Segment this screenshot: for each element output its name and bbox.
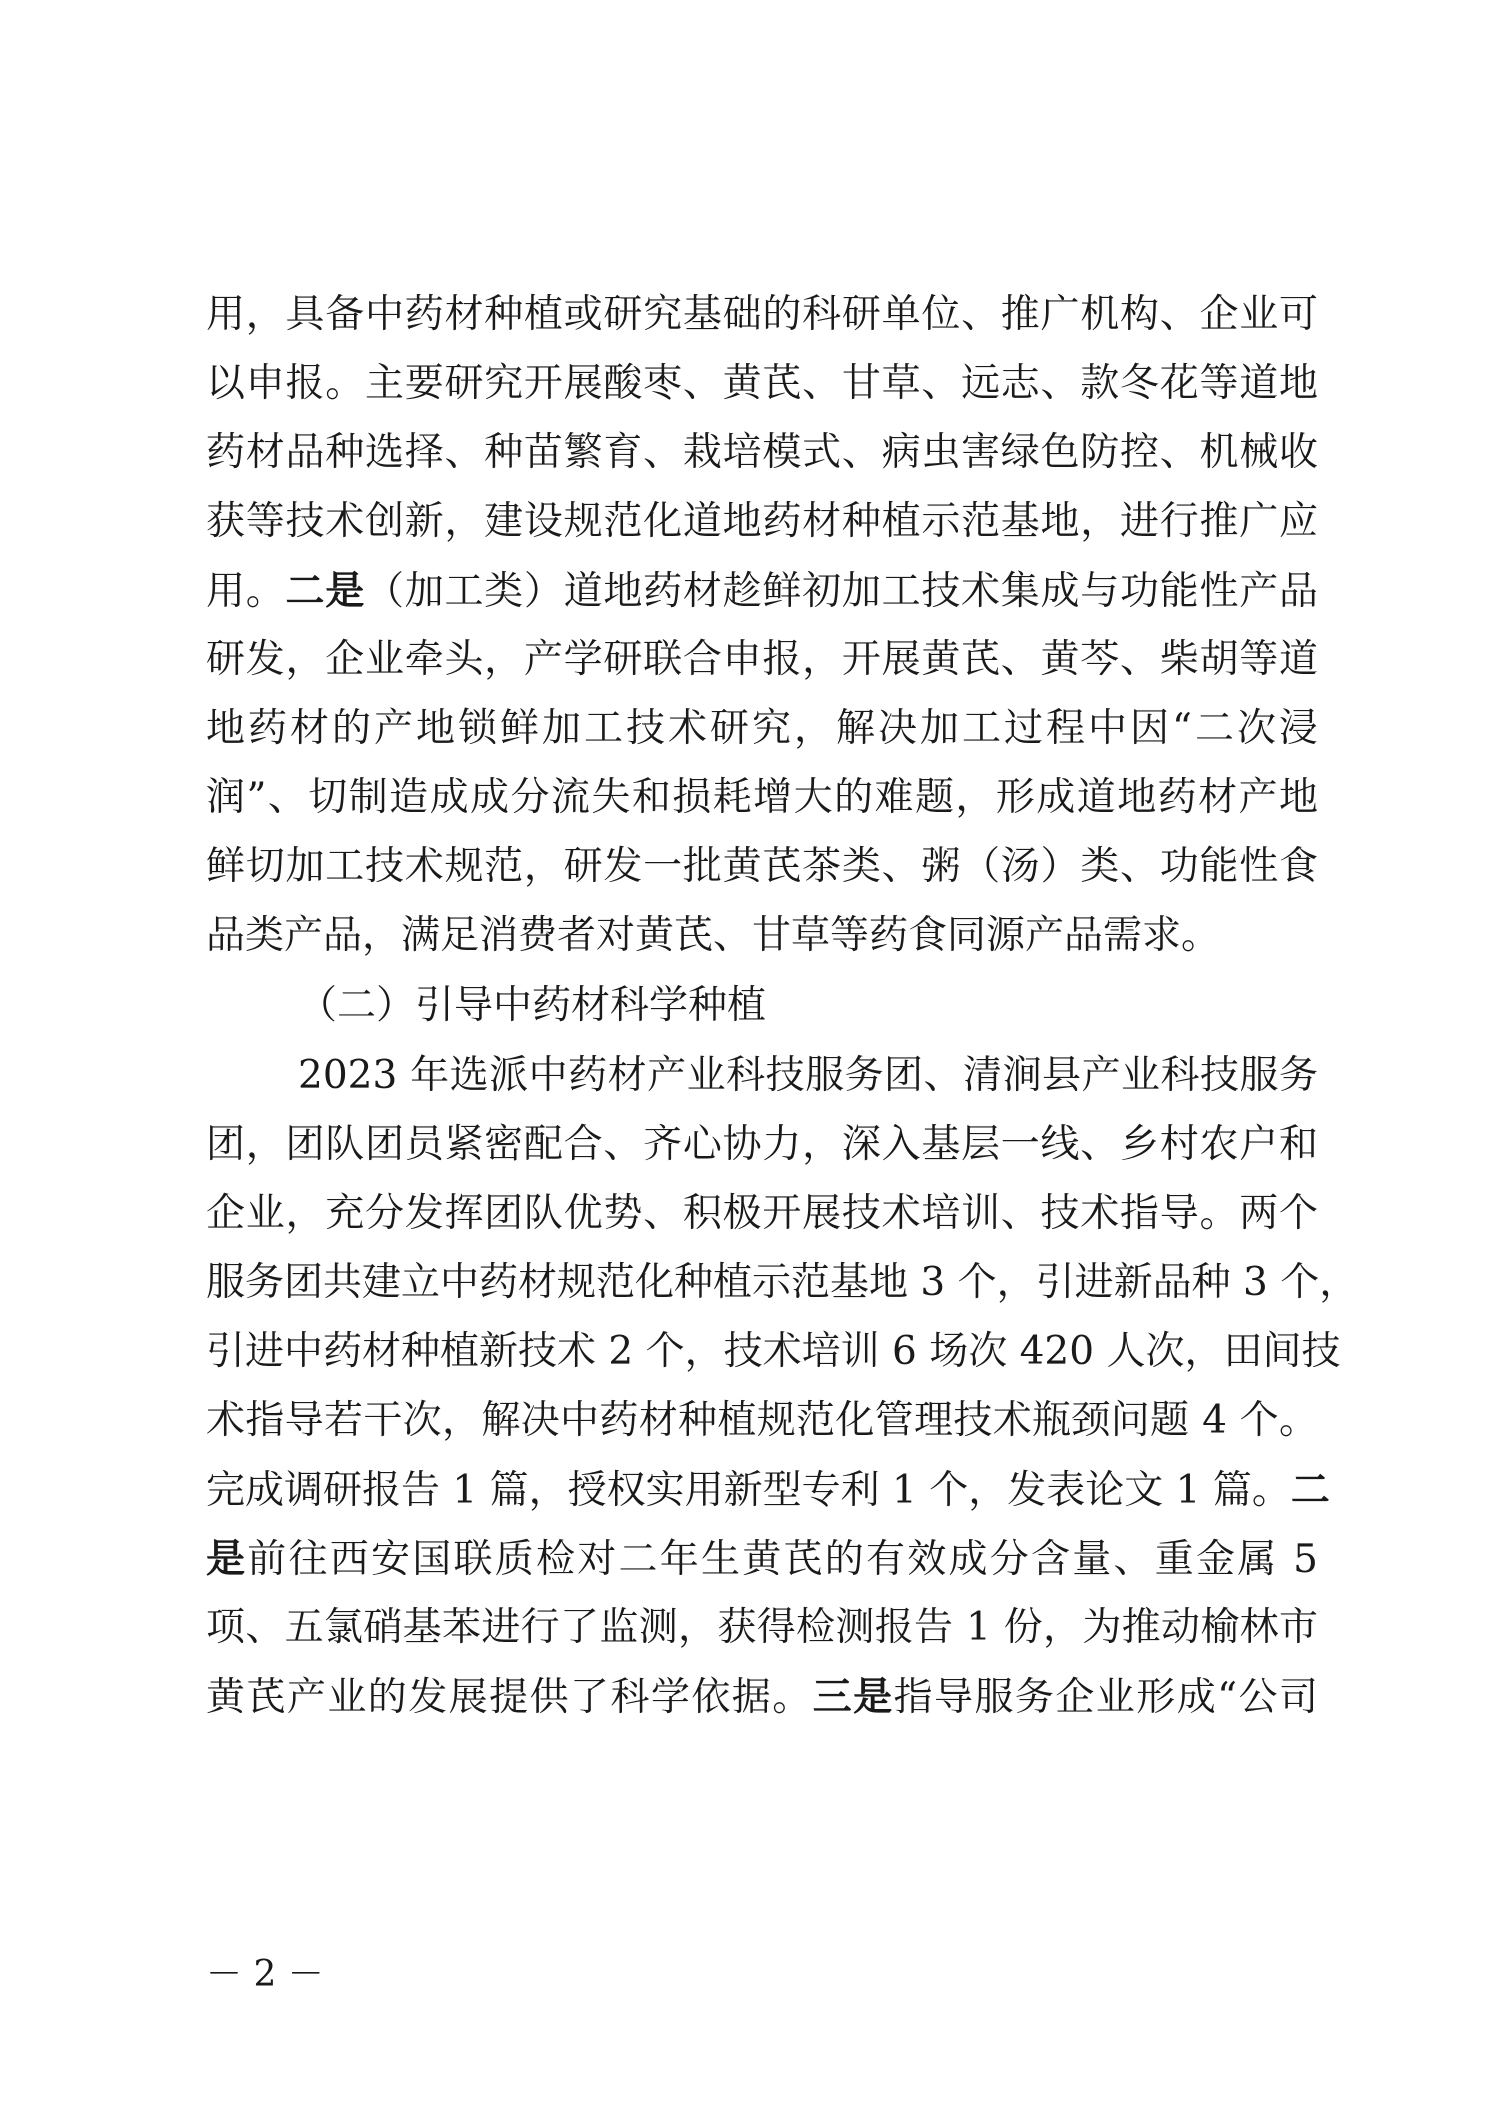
text-line: 以申报。主要研究开展酸枣、黄芪、甘草、远志、款冬花等道地: [206, 361, 1318, 406]
text-line: 用，具备中药材种植或研究基础的科研单位、推广机构、企业可: [206, 292, 1318, 337]
text-line: [206, 1460, 1330, 1520]
text-segment: 完成调研报告 1 篇，授权实用新型专利 1 个，发表论文 1 篇。: [206, 1468, 1291, 1513]
text-line: 术指导若干次，解决中药材种植规范化管理技术瓶颈问题 4 个。: [206, 1398, 1318, 1443]
text-segment: 黄芪产业的发展提供了科学依据。: [206, 1675, 813, 1720]
text-segment: 前往西安国联质检对二年生黄芪的有效成分含量、重金属 5: [247, 1537, 1318, 1582]
text-line: 地药材的产地锁鲜加工技术研究，解决加工过程中因“二次浸: [206, 706, 1318, 751]
text-line: [206, 1667, 1318, 1727]
text-line: 项、五氯硝基苯进行了监测，获得检测报告 1 份，为推动榆林市: [206, 1605, 1318, 1650]
emphasis-text: 三是: [812, 1674, 894, 1720]
text-line: 引进中药材种植新技术 2 个，技术培训 6 场次 420 人次，田间技: [206, 1329, 1341, 1374]
emphasis-text: 是: [206, 1536, 248, 1582]
page-number: － 2 －: [206, 1954, 324, 1995]
text-line: 鲜切加工技术规范，研发一批黄芪茶类、粥（汤）类、功能性食: [206, 844, 1318, 889]
text-line: 获等技术创新，建设规范化道地药材种植示范基地，进行推广应: [206, 499, 1318, 544]
text-line: 研发，企业牵头，产学研联合申报，开展黄芪、黄芩、柴胡等道: [206, 637, 1318, 682]
text-line: [206, 561, 1318, 621]
text-line: 药材品种选择、种苗繁育、栽培模式、病虫害绿色防控、机械收: [206, 430, 1318, 475]
text-line: 品类产品，满足消费者对黄芪、甘草等药食同源产品需求。: [206, 913, 1221, 958]
emphasis-text: 二是: [285, 568, 365, 614]
emphasis-text: 二: [1290, 1467, 1330, 1513]
text-line: 企业，充分发挥团队优势、积极开展技术培训、技术指导。两个: [206, 1191, 1318, 1236]
text-line: 润”、切制造成成分流失和损耗增大的难题，形成道地药材产地: [206, 775, 1318, 820]
text-line: 服务团共建立中药材规范化种植示范基地 3 个，引进新品种 3 个，: [206, 1260, 1359, 1305]
text-segment: 指导服务企业形成“公司: [893, 1675, 1318, 1720]
text-segment: （加工类）道地药材趁鲜初加工技术集成与功能性产品: [364, 569, 1318, 614]
text-line: [206, 1529, 1318, 1589]
section-heading: （二）引导中药材科学种植: [298, 983, 767, 1028]
text-line: 2023 年选派中药材产业科技服务团、清涧县产业科技服务: [298, 1053, 1318, 1098]
text-line: 团，团队团员紧密配合、齐心协力，深入基层一线、乡村农户和: [206, 1122, 1318, 1167]
text-segment: 用。: [206, 569, 286, 614]
